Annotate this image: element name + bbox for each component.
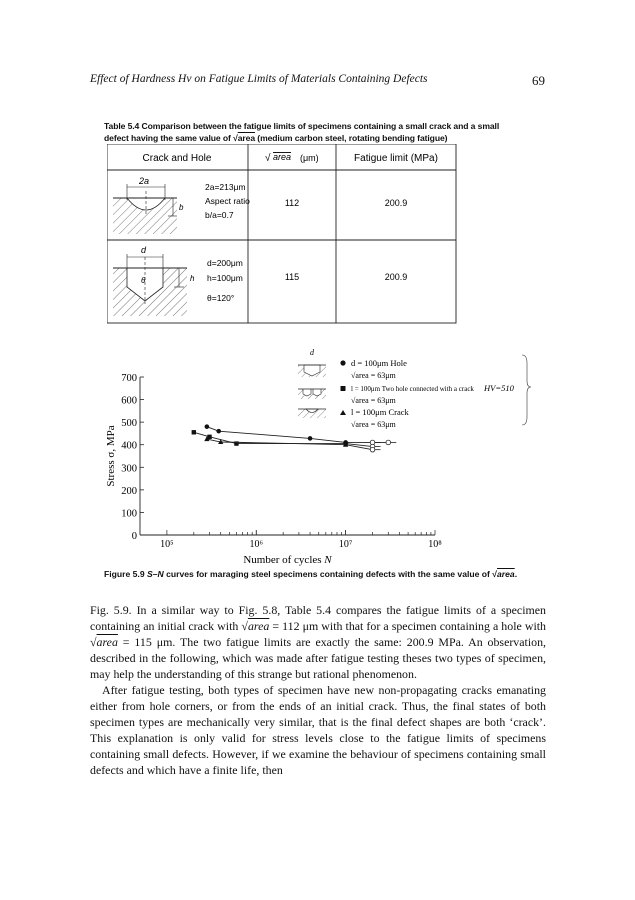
- row2-fatigue-limit: 200.9: [384, 272, 408, 282]
- y-axis-label: Stress σ, MPa: [105, 425, 117, 487]
- y-tick-label: 0: [131, 531, 137, 542]
- svg-text:2a: 2a: [139, 176, 150, 186]
- legend-sketches: [298, 348, 326, 418]
- y-tick-label: 500: [121, 418, 137, 430]
- y-tick-label: 600: [121, 395, 137, 407]
- hv-symbol: Hv: [178, 73, 192, 85]
- col-header-fatigue-limit: Fatigue limit (MPa): [354, 153, 438, 164]
- row1-sqrt-area: 112: [284, 198, 300, 208]
- hole-sketch: [113, 245, 195, 316]
- body-text: [90, 602, 546, 778]
- legend-sub-crack: √area = 63μm: [351, 420, 396, 429]
- svg-text:2a=213μm: 2a=213μm: [205, 182, 246, 192]
- svg-text:θ: θ: [141, 276, 146, 285]
- running-header-title: Effect of Hardness Hv on Fatigue Limits of Materials Containing Defects: [90, 73, 428, 85]
- legend-marker-triangle: [340, 410, 346, 415]
- svg-text:Aspect ratio: Aspect ratio: [205, 196, 250, 206]
- data-point: [216, 429, 221, 434]
- svg-text:(μm): (μm): [300, 153, 319, 163]
- col-header-crack-hole: Crack and Hole: [142, 153, 212, 164]
- data-point: [205, 424, 210, 429]
- y-tick-label: 200: [121, 485, 137, 497]
- svg-text:d=200μm: d=200μm: [207, 258, 243, 268]
- y-ticks: [121, 373, 144, 542]
- data-point: [308, 436, 313, 441]
- table-caption: Table 5.4 Comparison between the fatigue limits of specimens containing a small crack and a small defect having the same value of √area (medium carbon steel, rotating bending fatigue): [104, 121, 500, 143]
- paragraph-1: Fig. 5.9. In a similar way to Fig. 5.8, Table 5.4 compares the fatigue limits of a specimen containing an initial crack with √area = 112 μm with that for a specimen containing a hole with √area = 115 μm. The two fatigue limits are exactly the same: 200.9 MPa. An observation, described in the following, which was made after fatigue testing theses two types of specimen, may help the understanding of this strange but rational phenomenon.: [90, 603, 546, 681]
- series-line: [207, 427, 388, 443]
- legend-sub-hole: √area = 63μm: [351, 371, 396, 380]
- x-tick-label: 10⁸: [428, 539, 442, 550]
- legend-label-hole: d = 100μm Hole: [351, 358, 407, 368]
- legend-hv-note: HV=510: [484, 383, 514, 393]
- paragraph-2: After fatigue testing, both types of specimen have new non-propagating cracks emanating either from hole corners, or from the ends of an initial crack. Thus, the final states of both specimen types are mechanically very similar, that is the final defect shapes are both ‘crack’. This explanation is only valid for stress levels close to the fatigue limits of specimens containing small defects. However, if we examine the behaviour of specimens containing small defects and which have a finite life, then: [90, 683, 546, 777]
- sn-curve-chart: [100, 345, 540, 567]
- y-tick-label: 100: [121, 508, 137, 520]
- legend-label-two-hole: l = 100μm Two hole connected with a crack: [351, 385, 474, 393]
- data-point: [192, 430, 196, 434]
- legend-label-crack: l = 100μm Crack: [351, 407, 409, 417]
- figure-caption: Figure 5.9 S–N curves for maraging steel specimens containing defects with the same value of √area.: [104, 569, 518, 579]
- x-tick-label: 10⁶: [249, 539, 264, 550]
- x-axis-label: Number of cycles N: [243, 554, 332, 566]
- page-number: 69: [532, 73, 545, 88]
- y-tick-label: 700: [121, 373, 137, 384]
- svg-text:d: d: [141, 245, 147, 255]
- legend-sub-two-hole: √area = 63μm: [351, 396, 396, 405]
- runout-point: [386, 440, 391, 445]
- y-tick-label: 400: [121, 440, 137, 452]
- svg-text:area: area: [273, 152, 292, 162]
- row2-sqrt-area: 115: [284, 272, 300, 282]
- legend-marker-square: [341, 386, 346, 391]
- svg-text:b: b: [179, 203, 184, 212]
- y-tick-label: 300: [121, 463, 137, 475]
- runout-point: [370, 447, 375, 452]
- svg-text:√: √: [265, 153, 271, 164]
- x-ticks: [160, 530, 442, 550]
- x-tick-label: 10⁵: [160, 539, 174, 550]
- data-point: [207, 435, 211, 439]
- comparison-table: [107, 144, 457, 326]
- chart-legend: [340, 355, 531, 429]
- svg-text:h=100μm: h=100μm: [207, 273, 243, 283]
- legend-marker-circle: [340, 360, 345, 365]
- col-header-sqrt-area: [265, 152, 319, 164]
- svg-text:θ=120°: θ=120°: [207, 293, 235, 303]
- crack-sketch: [113, 176, 184, 234]
- svg-text:h: h: [190, 274, 195, 283]
- row1-fatigue-limit: 200.9: [384, 198, 408, 208]
- svg-text:d: d: [310, 348, 314, 357]
- x-tick-label: 10⁷: [338, 539, 353, 550]
- svg-text:b/a=0.7: b/a=0.7: [205, 210, 234, 220]
